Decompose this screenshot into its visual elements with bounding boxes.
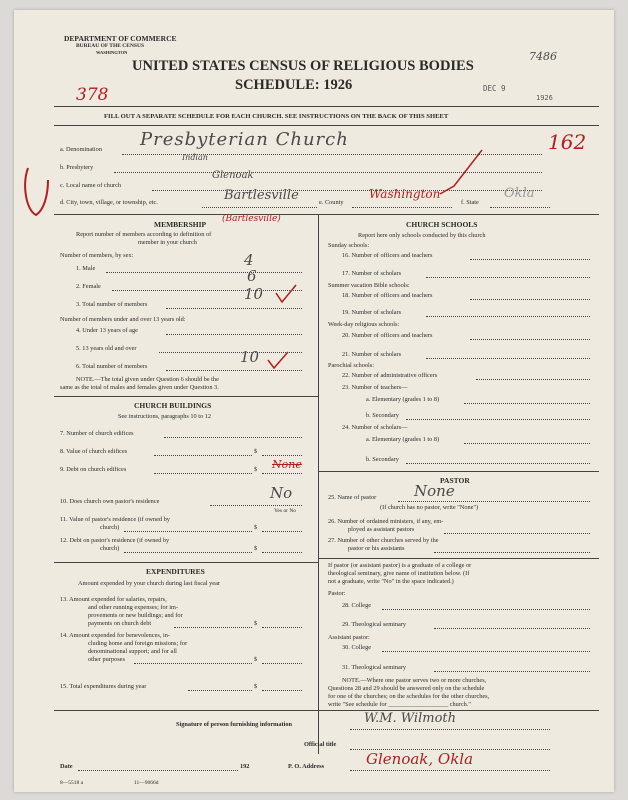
- q12-residence-debt-label: 12. Debt on pastor's residence (if owned by: [60, 537, 170, 544]
- q4-under-13-label: 4. Under 13 years of age: [76, 327, 138, 334]
- q14-line-1: 14. Amount expended for benevolences, in-: [60, 632, 170, 639]
- q17-label: 17. Number of scholars: [342, 270, 402, 277]
- instruction-line: FILL OUT A SEPARATE SCHEDULE FOR EACH CHURCH. SEE INSTRUCTIONS ON THE BACK OF THIS SHEET: [104, 113, 449, 120]
- received-stamp-year: 1926: [536, 94, 553, 102]
- form-subtitle: SCHEDULE: 1926: [235, 77, 353, 93]
- sunday-schools-label: Sunday schools:: [328, 242, 370, 249]
- bureau-label: BUREAU OF THE CENSUS: [76, 43, 145, 49]
- pastor-note-3: for one of the churches; on the schedules for the other churches,: [328, 693, 490, 700]
- membership-heading-note: (Bartlesville): [222, 214, 281, 224]
- q27-label-2: pastor or his assistants: [348, 545, 405, 552]
- date-year: 192: [240, 763, 250, 770]
- department-label: DEPARTMENT OF COMMERCE: [64, 34, 177, 43]
- q18-label: 18. Number of officers and teachers: [342, 292, 433, 299]
- handwritten-number-right: 7486: [529, 50, 557, 63]
- q22-label: 22. Number of administrative officers: [342, 372, 438, 379]
- q24a-label: a. Elementary (grades 1 to 8): [366, 436, 440, 443]
- q12-dollar: $: [254, 545, 258, 552]
- pastor-note-1: NOTE.—Where one pastor serves two or more churches,: [342, 677, 487, 684]
- expenditures-heading: EXPENDITURES: [146, 567, 205, 576]
- q3-total-members-value: 10: [244, 285, 264, 303]
- q9-dollar: $: [254, 466, 258, 473]
- date-label: Date: [60, 763, 73, 770]
- denomination-label: a. Denomination: [60, 146, 102, 153]
- denomination-value: Presbyterian Church: [140, 129, 349, 150]
- q20-label: 20. Number of officers and teachers: [342, 332, 433, 339]
- q16-label: 16. Number of officers and teachers: [342, 252, 433, 259]
- red-pencil-marks: [14, 10, 614, 792]
- q26-label-2: ployed as assistant pastors: [348, 526, 415, 533]
- members-by-age-label: Number of members under and over 13 years old:: [60, 316, 186, 323]
- local-name-label: c. Local name of church: [60, 182, 122, 189]
- q2-female-label: 2. Female: [76, 283, 101, 290]
- q25-note: (If church has no pastor, write "None"): [380, 504, 479, 511]
- q15-total-expenditures-label: 15. Total expenditures during year: [60, 683, 147, 690]
- column-divider: [318, 214, 319, 754]
- membership-note-line-2: same as the total of males and females given under Question 3.: [60, 384, 219, 391]
- q29-label: 29. Theological seminary: [342, 621, 407, 628]
- signature-value: W.M. Wilmoth: [364, 711, 456, 726]
- form-number: 8—5518 a: [60, 780, 84, 786]
- local-name-value: Glenoak: [212, 170, 254, 181]
- presbytery-label: b. Presbytery: [60, 164, 94, 171]
- yes-or-no-hint: Yes or No: [274, 508, 297, 514]
- q2-female-value: 6: [247, 267, 257, 285]
- membership-heading: MEMBERSHIP: [154, 220, 207, 229]
- q10-residence-label: 10. Does church own pastor's residence: [60, 498, 160, 505]
- pastor-label: Pastor:: [328, 590, 346, 597]
- q13-line-2: and other running expenses; for im-: [88, 604, 179, 611]
- q19-label: 19. Number of scholars: [342, 309, 402, 316]
- received-stamp-date: DEC 9: [483, 84, 506, 93]
- membership-intro-line-1: Report number of members according to definition of: [76, 231, 212, 238]
- pastor-note-2: Questions 28 and 29 should be answered only on the schedule: [328, 685, 485, 692]
- presbytery-value: Indian: [182, 153, 208, 162]
- q10-residence-value: No: [270, 484, 293, 502]
- buildings-heading: CHURCH BUILDINGS: [134, 401, 212, 410]
- q11-residence-value-label: 11. Value of pastor's residence (if owned by: [60, 516, 170, 523]
- signature-label: Signature of person furnishing information: [176, 721, 293, 728]
- q21-label: 21. Number of scholars: [342, 351, 402, 358]
- graduate-instructions-2: theological seminary, give name of institution below. (If: [328, 570, 470, 577]
- po-address-value: Glenoak, Okla: [366, 750, 474, 768]
- weekday-schools-label: Week-day religious schools:: [328, 321, 400, 328]
- vacation-schools-label: Summer vacation Bible schools:: [328, 282, 410, 289]
- q24b-label: b. Secondary: [366, 456, 399, 463]
- q31-label: 31. Theological seminary: [342, 664, 407, 671]
- pastor-note-4: write "See schedule for ___________________ church.": [328, 701, 471, 708]
- q7-edifices-label: 7. Number of church edifices: [60, 430, 134, 437]
- q25-label: 25. Name of pastor: [328, 494, 377, 501]
- q11-dollar: $: [254, 524, 258, 531]
- q8-dollar: $: [254, 448, 258, 455]
- expenditures-sub: Amount expended by your church during last fiscal year: [78, 580, 220, 587]
- q23b-label: b. Secondary: [366, 412, 399, 419]
- q25-pastor-value: None: [414, 482, 455, 500]
- q9-debt-value: None: [272, 458, 302, 471]
- buildings-sub: See instructions, paragraphs 10 to 12: [118, 413, 212, 420]
- official-title-label: Official title: [304, 741, 337, 748]
- q12-residence-debt-label-2: church): [100, 545, 120, 552]
- city-label: WASHINGTON: [96, 50, 128, 55]
- q13-line-1: 13. Amount expended for salaries, repairs,: [60, 596, 167, 603]
- assistant-pastor-label: Assistant pastor:: [328, 634, 370, 641]
- schools-heading: CHURCH SCHOOLS: [406, 220, 478, 229]
- pastor-heading: PASTOR: [440, 476, 470, 485]
- state-label: f. State: [461, 199, 479, 206]
- q15-dollar: $: [254, 683, 258, 690]
- census-schedule-form: [14, 10, 614, 792]
- q5-13-and-over-label: 5. 13 years old and over: [76, 345, 137, 352]
- schools-sub: Report here only schools conducted by this church: [358, 232, 486, 239]
- q14-line-2: cluding home and foreign missions; for: [88, 640, 188, 647]
- q23-label: 23. Number of teachers—: [342, 384, 408, 391]
- form-title: UNITED STATES CENSUS OF RELIGIOUS BODIES: [132, 58, 474, 74]
- handwritten-number-left: 378: [76, 85, 109, 105]
- q13-dollar: $: [254, 620, 258, 627]
- county-label: e. County: [319, 199, 344, 206]
- q14-dollar: $: [254, 656, 258, 663]
- q6-total-members-value: 10: [240, 348, 260, 366]
- q23a-label: a. Elementary (grades 1 to 8): [366, 396, 440, 403]
- state-value: Okla: [504, 186, 535, 201]
- q27-label-1: 27. Number of other churches served by the: [328, 537, 439, 544]
- membership-note-line-1: NOTE.—The total given under Question 6 should be the: [76, 376, 219, 383]
- q30-label: 30. College: [342, 644, 372, 651]
- membership-intro-line-2: member in your church: [138, 239, 197, 246]
- q3-total-members-label: 3. Total number of members: [76, 301, 148, 308]
- q13-line-4: payments on church debt: [88, 620, 152, 627]
- q8-edifice-value-label: 8. Value of church edifices: [60, 448, 128, 455]
- q14-line-4: other purposes: [88, 656, 125, 663]
- print-number: 11—9066d: [134, 780, 159, 786]
- q1-male-label: 1. Male: [76, 265, 96, 272]
- q28-label: 28. College: [342, 602, 372, 609]
- parochial-schools-label: Parochial schools:: [328, 362, 374, 369]
- q13-line-3: provements or new buildings; and for: [88, 612, 183, 619]
- graduate-instructions-1: If pastor (or assistant pastor) is a graduate of a college or: [328, 562, 472, 569]
- q14-line-3: denominational support; and for all: [88, 648, 177, 655]
- members-by-sex-label: Number of members, by sex:: [60, 252, 134, 259]
- graduate-instructions-3: not a graduate, write "No" in the space indicated.): [328, 578, 454, 585]
- city-town-label: d. City, town, village, or township, etc.: [60, 199, 158, 206]
- q26-label-1: 26. Number of ordained ministers, if any, em-: [328, 518, 444, 525]
- q6-total-members-label: 6. Total number of members: [76, 363, 148, 370]
- city-town-value: Bartlesville: [224, 188, 299, 203]
- q1-male-value: 4: [244, 251, 254, 269]
- denomination-code: 162: [548, 130, 587, 154]
- po-address-label: P. O. Address: [288, 763, 325, 770]
- q11-residence-value-label-2: church): [100, 524, 120, 531]
- q24-label: 24. Number of scholars—: [342, 424, 408, 431]
- county-value: Washington: [369, 187, 441, 201]
- q9-edifice-debt-label: 9. Debt on church edifices: [60, 466, 127, 473]
